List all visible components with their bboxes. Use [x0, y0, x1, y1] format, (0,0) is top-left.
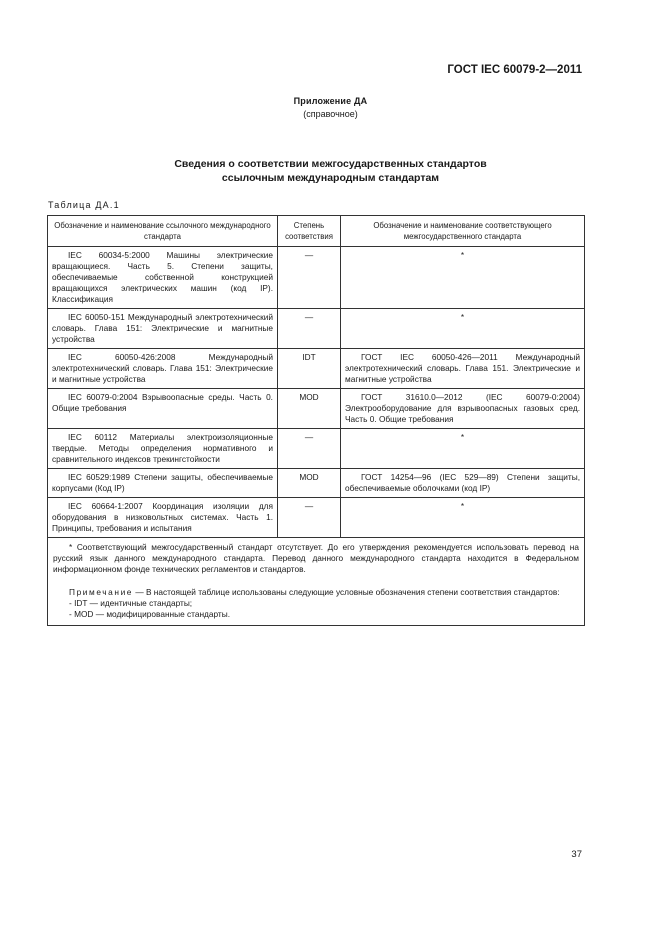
international-standard-text: IEC 60529:1989 Степени защиты, обеспечиваемые корпусами (Код IP) [52, 472, 273, 493]
national-standard-cell [341, 389, 585, 429]
table-note [53, 587, 579, 598]
absent-standard-marker: * [460, 501, 465, 511]
national-standard-text: ГОСТ IEC 60050-426—2011 Международный электротехнический словарь. Глава 151. Электрические и магнитные устройства [345, 352, 580, 384]
page-number: 37 [571, 849, 582, 860]
note-item: - IDT — идентичные стандарты; [69, 598, 193, 608]
international-standard-text: IEC 60050-151 Международный электротехнический словарь. Глава 151: Электрические и магнитные устройства [52, 312, 273, 344]
international-standard-cell [48, 389, 278, 429]
degree-cell: — [278, 247, 341, 309]
note-text: — В настоящей таблице использованы следующие условные обозначения степени соответствия стандартов: [135, 587, 560, 597]
appendix-subtitle: (справочное) [303, 109, 358, 119]
absent-standard-marker: * [460, 312, 465, 322]
table-footer-row [48, 538, 585, 626]
table-row [48, 349, 585, 389]
table-row [48, 389, 585, 429]
national-standard-cell [341, 309, 585, 349]
section-title-line-1: Сведения о соответствии межгосударственных стандартов [174, 158, 487, 170]
national-standard-cell [341, 498, 585, 538]
national-standard-text: ГОСТ 14254—96 (IEC 529—89) Степени защиты, обеспечиваемые оболочками (код IP) [345, 472, 580, 493]
header-degree: Степень соответствия [278, 216, 341, 247]
note-item: - MOD — модифицированные стандарты. [69, 609, 231, 619]
degree-cell: — [278, 429, 341, 469]
header-national-standard: Обозначение и наименование соответствующего межгосударственного стандарта [341, 216, 585, 247]
international-standard-cell [48, 309, 278, 349]
note-label: Примечание [69, 587, 134, 597]
degree-cell: — [278, 309, 341, 349]
degree-cell: MOD [278, 469, 341, 498]
national-standard-cell [341, 429, 585, 469]
section-title [0, 157, 661, 185]
international-standard-text: IEC 60112 Материалы электроизоляционные твердые. Методы определения нормативного и сравнительного индексов трекингстойкости [52, 432, 273, 464]
table-row [48, 309, 585, 349]
section-title-line-2: ссылочным международным стандартам [221, 172, 440, 184]
national-standard-text: ГОСТ 31610.0—2012 (IEC 60079-0:2004) Электрооборудование для взрывоопасных газовых сред. Часть 0. Общие требования [345, 392, 580, 424]
international-standard-text: IEC 60079-0:2004 Взрывоопасные среды. Часть 0. Общие требования [52, 392, 273, 413]
absent-standard-marker: * [460, 432, 465, 442]
national-standard-cell [341, 349, 585, 389]
international-standard-cell [48, 469, 278, 498]
table-row [48, 469, 585, 498]
international-standard-text: IEC 60034-5:2000 Машины электрические вращающиеся. Часть 5. Степени защиты, обеспечиваемые собственной конструкцией вращающихся электрических машин (код IP). Классификация [52, 250, 273, 304]
footnote [53, 542, 579, 575]
international-standard-cell [48, 349, 278, 389]
table-label: Таблица ДА.1 [48, 200, 120, 210]
degree-cell: — [278, 498, 341, 538]
national-standard-cell [341, 469, 585, 498]
table-row [48, 429, 585, 469]
correspondence-table [47, 215, 585, 626]
international-standard-cell [48, 429, 278, 469]
international-standard-cell [48, 498, 278, 538]
international-standard-cell [48, 247, 278, 309]
footnote-text: * Соответствующий межгосударственный стандарт отсутствует. До его утверждения рекомендуется использовать перевод на русский язык данного международного стандарта. Перевод данного международного стандарта находится в Федеральном информационном фонде технических регламентов и стандартов. [53, 542, 579, 574]
absent-standard-marker: * [460, 250, 465, 260]
table-header-row [48, 216, 585, 247]
international-standard-text: IEC 60050-426:2008 Международный электротехнический словарь. Глава 151: Электрические и магнитные устройства [52, 352, 273, 384]
degree-cell: IDT [278, 349, 341, 389]
table-footnote-cell [48, 538, 585, 626]
table-row [48, 247, 585, 309]
document-code: ГОСТ IEC 60079-2—2011 [447, 64, 582, 76]
header-international-standard: Обозначение и наименование ссылочного международного стандарта [48, 216, 278, 247]
international-standard-text: IEC 60664-1:2007 Координация изоляции для оборудования в низковольтных системах. Часть 1. Принципы, требования и испытания [52, 501, 273, 533]
degree-cell: MOD [278, 389, 341, 429]
national-standard-cell [341, 247, 585, 309]
table-row [48, 498, 585, 538]
appendix-heading [0, 95, 661, 121]
appendix-title: Приложение ДА [293, 96, 368, 106]
